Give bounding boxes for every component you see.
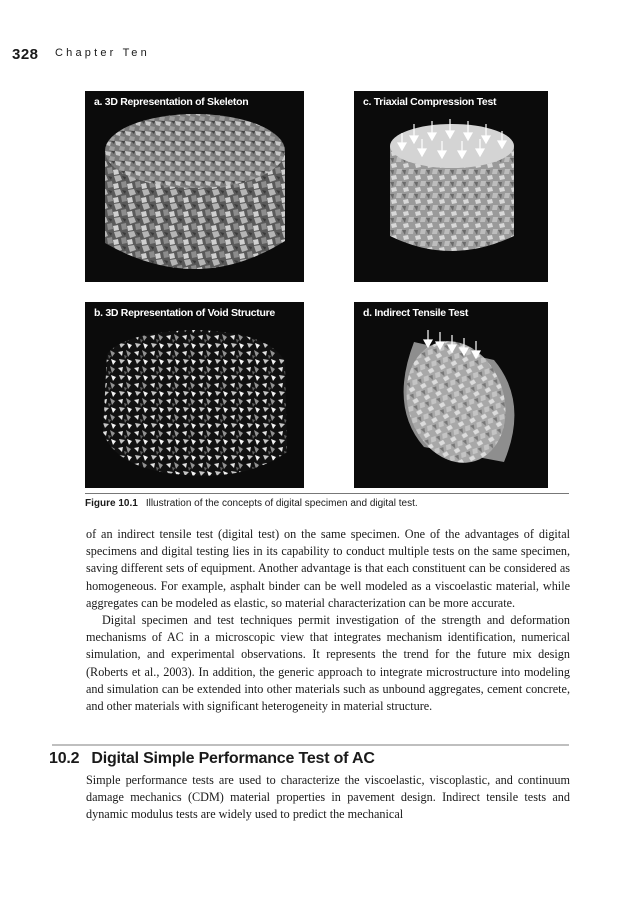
- figure-panel-indirect-tensile: [354, 302, 548, 488]
- paragraph: Digital specimen and test techniques permit investigation of the strength and deformation mechanisms of AC in a microscopic view that integrates mechanism identification, numerical simulation, and experimental observations. It represents the trend for the future mix design (Roberts et al., 2003). In addition, the generic approach to integrate microstructure into modeling and simulation can be extended into other materials such as unbound aggregates, cement concrete, and other materials with significant heterogeneity in material structure.: [86, 613, 570, 714]
- body-text: [86, 526, 570, 715]
- figure-label: Figure 10.1: [85, 498, 138, 509]
- page-number: 328: [12, 46, 39, 63]
- section-title: Digital Simple Performance Test of AC: [91, 750, 375, 767]
- panel-label: d. Indirect Tensile Test: [363, 307, 469, 319]
- paragraph: Simple performance tests are used to characterize the viscoelastic, viscoplastic, and continuum damage mechanics (CDM) material properties in pavement design. Indirect tensile tests and dynamic modulus tests are widely used to predict the mechanical: [86, 773, 570, 822]
- running-header: [12, 46, 150, 64]
- section-body-text: [86, 772, 570, 824]
- section-number: 10.2: [49, 750, 80, 767]
- panel-label: a. 3D Representation of Skeleton: [94, 96, 249, 108]
- void-structure-image: [85, 302, 304, 488]
- indirect-tensile-specimen-image: [354, 302, 548, 488]
- figure-panel-void-structure: [85, 302, 304, 488]
- triaxial-specimen-image: [354, 91, 548, 282]
- figure-panel-skeleton: [85, 91, 304, 282]
- paragraph: of an indirect tensile test (digital test) on the same specimen. One of the advantages of digital specimens and digital testing lies in its capability to conduct multiple tests on the same specimen, saving different sets of equipment. Another advantage is that each constituent can be considered as homogeneous. For example, asphalt binder can be well modeled as a viscoelastic material, while aggregates can be modeled as elastic, so material characterization can be more accurate.: [86, 527, 570, 610]
- caption-text: Illustration of the concepts of digital specimen and digital test.: [145, 498, 418, 509]
- figure-caption: [85, 493, 569, 509]
- figure-panel-triaxial: [354, 91, 548, 282]
- section-divider: [52, 744, 569, 746]
- skeleton-specimen-image: [85, 91, 304, 282]
- chapter-title: Chapter Ten: [55, 47, 150, 59]
- panel-label: b. 3D Representation of Void Structure: [94, 307, 275, 319]
- panel-label: c. Triaxial Compression Test: [363, 96, 497, 108]
- section-heading: [49, 750, 375, 768]
